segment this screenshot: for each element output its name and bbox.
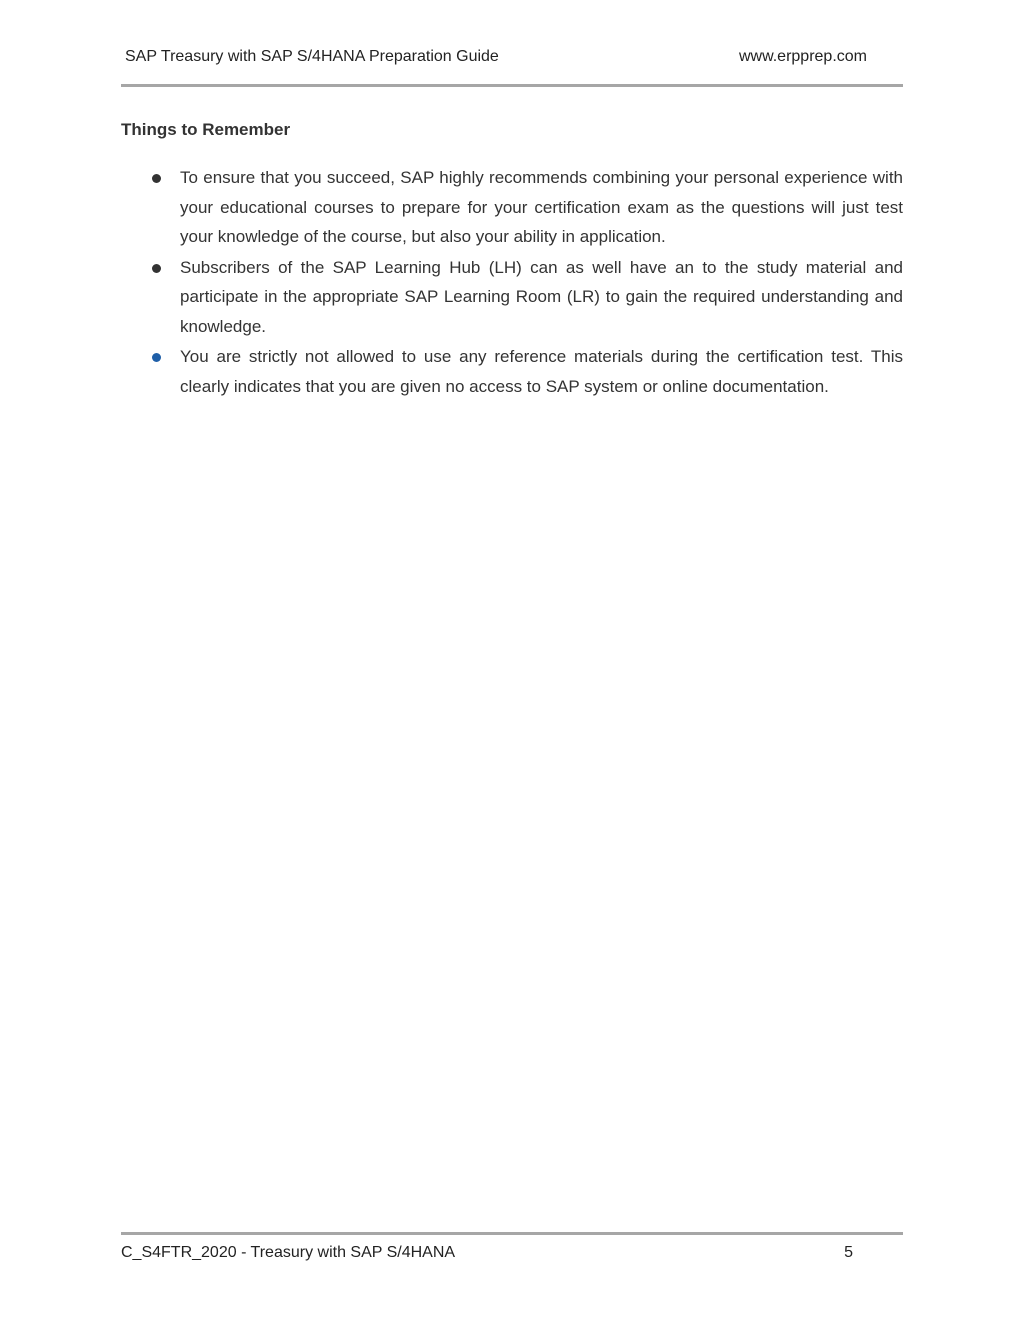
footer-exam-code: C_S4FTR_2020 - Treasury with SAP S/4HANA — [121, 1244, 456, 1261]
bullet-list — [121, 163, 903, 402]
bullet-text: Subscribers of the SAP Learning Hub (LH) can as well have an to the study material and participate in the appropriate SAP Learning Room (LR) to gain the required understanding and knowledge. — [180, 257, 903, 336]
footer-divider — [121, 1232, 903, 1235]
list-item — [121, 342, 903, 401]
bullet-icon — [152, 353, 161, 362]
header-divider — [121, 84, 903, 87]
section-heading: Things to Remember — [121, 120, 291, 139]
page-number: 5 — [844, 1244, 853, 1261]
bullet-text: To ensure that you succeed, SAP highly recommends combining your personal experience with your educational courses to prepare for your certification exam as the questions will just test your knowledge of the course, but also your ability in application. — [180, 168, 903, 246]
list-item — [121, 163, 903, 252]
header-title: SAP Treasury with SAP S/4HANA Preparation Guide — [125, 48, 499, 65]
page-footer — [121, 1244, 903, 1268]
header-website: www.erpprep.com — [738, 48, 867, 65]
bullet-icon — [152, 174, 161, 183]
bullet-text: You are strictly not allowed to use any reference materials during the certification test. This clearly indicates that you are given no access to SAP system or online documentation. — [180, 347, 903, 396]
list-item — [121, 253, 903, 342]
bullet-icon — [152, 264, 161, 273]
page-header — [121, 48, 903, 72]
